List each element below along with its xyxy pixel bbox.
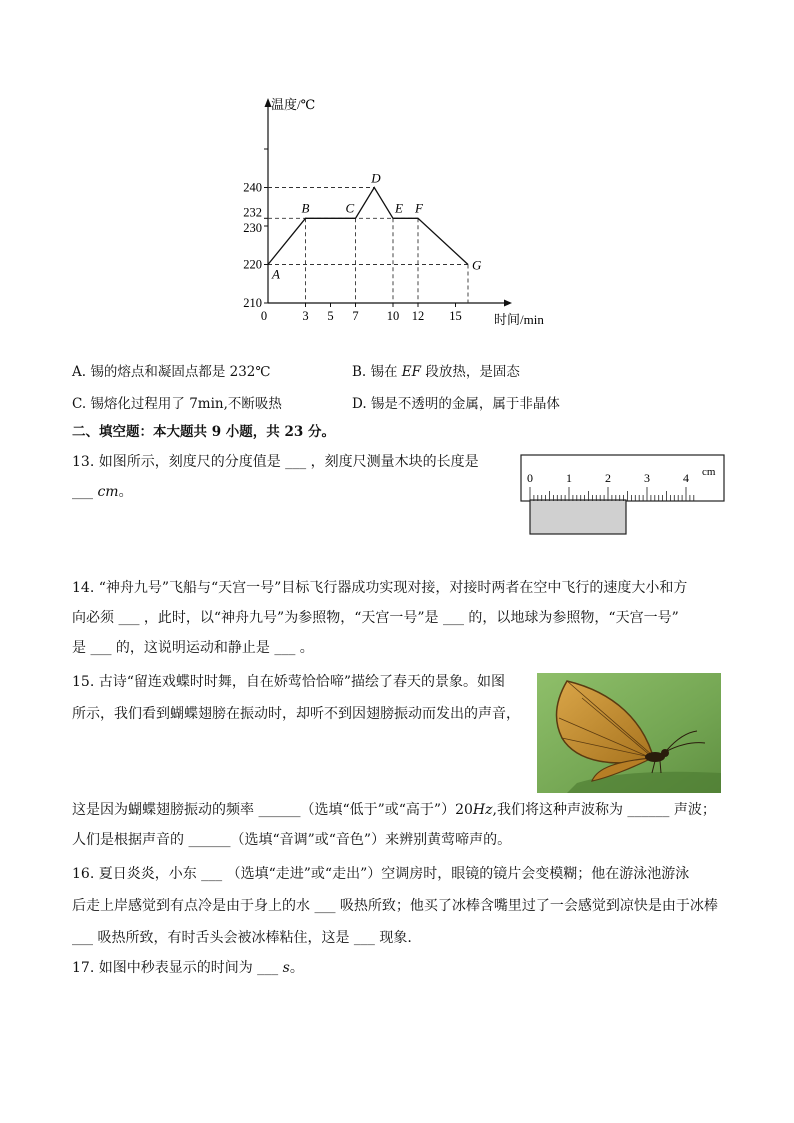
q15-line3-part2: ,我们将这种声波称为 ______ 声波； bbox=[492, 802, 716, 818]
option-d: D. 锡是不透明的金属，属于非晶体 bbox=[352, 396, 560, 412]
ruler-label-3: 3 bbox=[644, 471, 650, 485]
q17-end: 。 bbox=[289, 960, 304, 976]
temperature-time-chart bbox=[230, 90, 570, 335]
x-tick-label-15: 15 bbox=[449, 309, 462, 323]
q13-end: 。 bbox=[118, 484, 133, 500]
q17-unit: s bbox=[282, 960, 290, 976]
ruler-label-0: 0 bbox=[527, 471, 533, 485]
ruler-label-4: 4 bbox=[683, 471, 689, 485]
ruler-body bbox=[521, 455, 724, 501]
q17-line bbox=[72, 958, 304, 978]
y-tick-label-240: 240 bbox=[243, 180, 262, 195]
y-tick-label-220: 220 bbox=[243, 257, 262, 272]
option-b bbox=[352, 360, 520, 380]
temperature-curve bbox=[268, 188, 468, 265]
ruler-figure bbox=[520, 453, 725, 538]
ruler-unit: cm bbox=[702, 466, 716, 478]
q15-line1: 15. 古诗“留连戏蝶时时舞，自在娇莺恰恰啼”描绘了春天的景象。如图 bbox=[72, 674, 506, 690]
q15-line3-part1: 这是因为蝴蝶翅膀振动的频率 ______（选填“低于”或“高于”）20 bbox=[72, 802, 473, 818]
q16-line3: ___ 吸热所致，有时舌头会被冰棒粘住，这是 ___ 现象. bbox=[72, 930, 412, 946]
x-tick-label-3: 3 bbox=[302, 309, 309, 323]
q15-line2: 所示，我们看到蝴蝶翅膀在振动时，却听不到因翅膀振动而发出的声音， bbox=[72, 706, 520, 722]
q16-line1: 16. 夏日炎炎，小东 ___ （选填“走进”或“走出”）空调房时，眼镜的镜片会变模糊；他在游泳池游泳 bbox=[72, 866, 690, 882]
ruler-label-2: 2 bbox=[605, 471, 611, 485]
point-label-B: B bbox=[301, 200, 310, 216]
point-label-E: E bbox=[395, 200, 403, 216]
q16-line2: 后走上岸感觉到有点冷是由于身上的水 ___ 吸热所致；他买了冰棒含嘴里过了一会感觉到凉快是由于冰棒 bbox=[72, 898, 718, 914]
x-axis-label: 时间/min bbox=[494, 312, 544, 327]
option-c: C. 锡熔化过程用了 7min,不断吸热 bbox=[72, 396, 282, 412]
q13-line2 bbox=[72, 482, 133, 502]
point-label-A: A bbox=[272, 266, 280, 282]
q15-hz-unit: Hz bbox=[472, 802, 493, 818]
wood-block bbox=[530, 500, 626, 534]
x-tick-label-7: 7 bbox=[352, 309, 359, 323]
q17-text: 17. 如图中秒表显示的时间为 ___ bbox=[72, 960, 283, 976]
x-tick-label-0: 0 bbox=[260, 309, 268, 323]
q13-line1: 13. 如图所示，刻度尺的分度值是 ___ ，刻度尺测量木块的长度是 bbox=[72, 454, 479, 470]
section-heading: 二、填空题：本大题共 9 小题，共 23 分。 bbox=[72, 424, 335, 440]
point-label-D: D bbox=[371, 170, 381, 186]
y-axis-label: 温度/℃ bbox=[271, 97, 316, 112]
q14-line2: 向必须 ___ ，此时，以“神舟九号”为参照物，“天宫一号”是 ___ 的，以地球为参照物，“天宫一号” bbox=[72, 610, 679, 626]
y-tick-label-232: 232 bbox=[243, 205, 262, 220]
q14-line3: 是 ___ 的，这说明运动和静止是 ___ 。 bbox=[72, 640, 314, 656]
x-tick-label-5: 5 bbox=[327, 309, 334, 323]
q13-blank: ___ bbox=[72, 484, 93, 500]
option-a: A. 锡的熔点和凝固点都是 232℃ bbox=[72, 364, 271, 380]
option-b-prefix: B. 锡在 bbox=[352, 364, 402, 380]
option-b-segment: EF bbox=[401, 364, 422, 380]
y-tick-label-230: 230 bbox=[243, 221, 262, 235]
point-label-G: G bbox=[472, 257, 482, 273]
point-label-C: C bbox=[345, 200, 355, 216]
q15-line3 bbox=[72, 800, 716, 820]
q13-unit: cm bbox=[97, 484, 119, 500]
option-b-suffix: 段放热，是固态 bbox=[421, 364, 520, 380]
x-tick-label-10: 10 bbox=[386, 309, 400, 323]
x-axis-arrow bbox=[504, 300, 512, 307]
q15-line4: 人们是根据声音的 ______（选填“音调”或“音色”）来辨别黄莺啼声的。 bbox=[72, 832, 512, 848]
q14-line1: 14. “神舟九号”飞船与“天宫一号”目标飞行器成功实现对接，对接时两者在空中飞行的速度大小和方 bbox=[72, 580, 688, 596]
x-tick-label-12: 12 bbox=[411, 309, 425, 323]
butterfly-image bbox=[537, 673, 721, 793]
ruler-label-1: 1 bbox=[566, 471, 572, 485]
point-label-F: F bbox=[415, 200, 423, 216]
y-tick-label-210: 210 bbox=[243, 296, 262, 310]
